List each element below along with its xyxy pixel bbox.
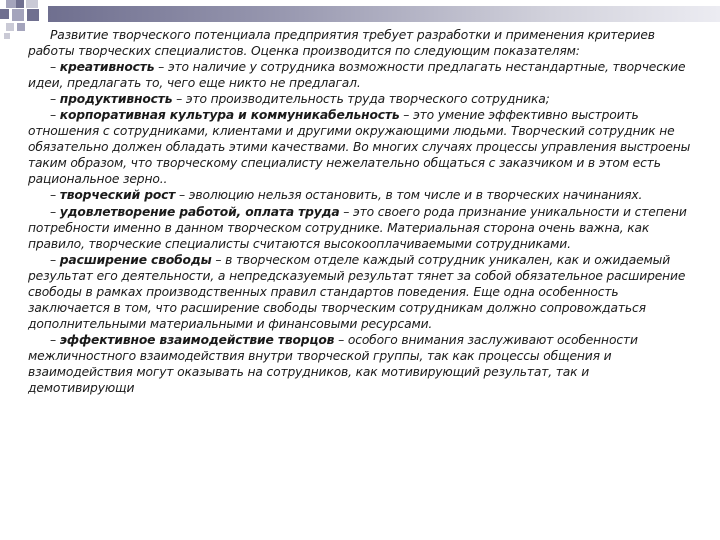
criterion-freedom <box>28 252 698 332</box>
header-bar <box>48 6 720 22</box>
deco-square-3 <box>26 0 38 8</box>
criterion-text: – особого внимания заслуживают особенности межличностного взаимодействия внутри творческой группы, так как процессы общения и взаимодействия могут оказывать на сотрудников, как мотивирующий результат, так и демотивирующи <box>28 332 638 396</box>
criterion-dash: – <box>50 252 60 267</box>
deco-square-9 <box>4 33 10 39</box>
criterion-text: – эволюцию нельзя остановить, в том числе и в творческих начинаниях. <box>175 188 643 203</box>
criterion-interaction <box>28 332 698 396</box>
criterion-dash: – <box>50 92 60 107</box>
criterion-term: расширение свободы <box>59 252 212 267</box>
criterion-term: корпоративная культура и коммуникабельность <box>59 108 400 123</box>
slide-body <box>28 27 698 396</box>
intro-paragraph: Развитие творческого потенциала предприятия требует разработки и применения критериев работы творческих специалистов. Оценка производится по следующим показателям: <box>28 28 655 59</box>
criterion-dash: – <box>50 204 60 219</box>
criterion-text: – в творческом отделе каждый сотрудник уникален, как и ожидаемый результат его деятельности, а непредсказуемый результат тянет за собой обязательное расширение свободы в рамках производственных правил стандартов поведения. Еще одна особенность заключается в том, что расширение свободы творческим сотрудникам должно сопровождаться дополнительными материальными и финансовыми ресурсами. <box>28 252 686 331</box>
criterion-productivity <box>28 91 698 107</box>
deco-square-4 <box>0 9 9 19</box>
criterion-creativity <box>28 59 698 91</box>
criterion-term: эффективное взаимодействие творцов <box>59 332 335 347</box>
deco-square-6 <box>27 9 39 21</box>
deco-square-1 <box>6 0 16 8</box>
criterion-creative-growth <box>28 187 698 203</box>
criterion-text: – это производительность труда творческого сотрудника; <box>172 92 550 107</box>
criterion-term: творческий рост <box>59 188 176 203</box>
deco-square-2 <box>16 0 24 8</box>
criterion-dash: – <box>50 108 60 123</box>
deco-square-5 <box>12 9 24 21</box>
criterion-job-satisfaction <box>28 204 698 252</box>
criterion-corporate-culture <box>28 107 698 187</box>
criterion-term: удовлетворение работой, оплата труда <box>59 204 340 219</box>
criterion-dash: – <box>50 332 60 347</box>
criterion-dash: – <box>50 60 60 75</box>
criterion-dash: – <box>50 188 60 203</box>
deco-square-7 <box>6 23 14 31</box>
criterion-term: продуктивность <box>59 92 173 107</box>
criterion-term: креативность <box>59 60 155 75</box>
criterion-text: – это умение эффективно выстроить отношения с сотрудниками, клиентами и другими окружающими людьми. Творческий сотрудник не обязательно должен обладать этими качествами. Во многих случаях процессы управления выстроены таким образом, что творческому специалисту нежелательно общаться с заказчиком и в этом есть рациональное зерно.. <box>28 108 691 187</box>
criterion-text: – это наличие у сотрудника возможности предлагать нестандартные, творческие идеи, предлагать то, чего еще никто не предлагал. <box>28 60 686 91</box>
criterion-text: – это своего рода признание уникальности и степени потребности именно в данном творческом сотруднике. Материальная сторона очень важна, как правило, творческие специалисты считаются высокооплачиваемыми сотрудниками. <box>28 204 687 251</box>
deco-square-8 <box>17 23 25 31</box>
